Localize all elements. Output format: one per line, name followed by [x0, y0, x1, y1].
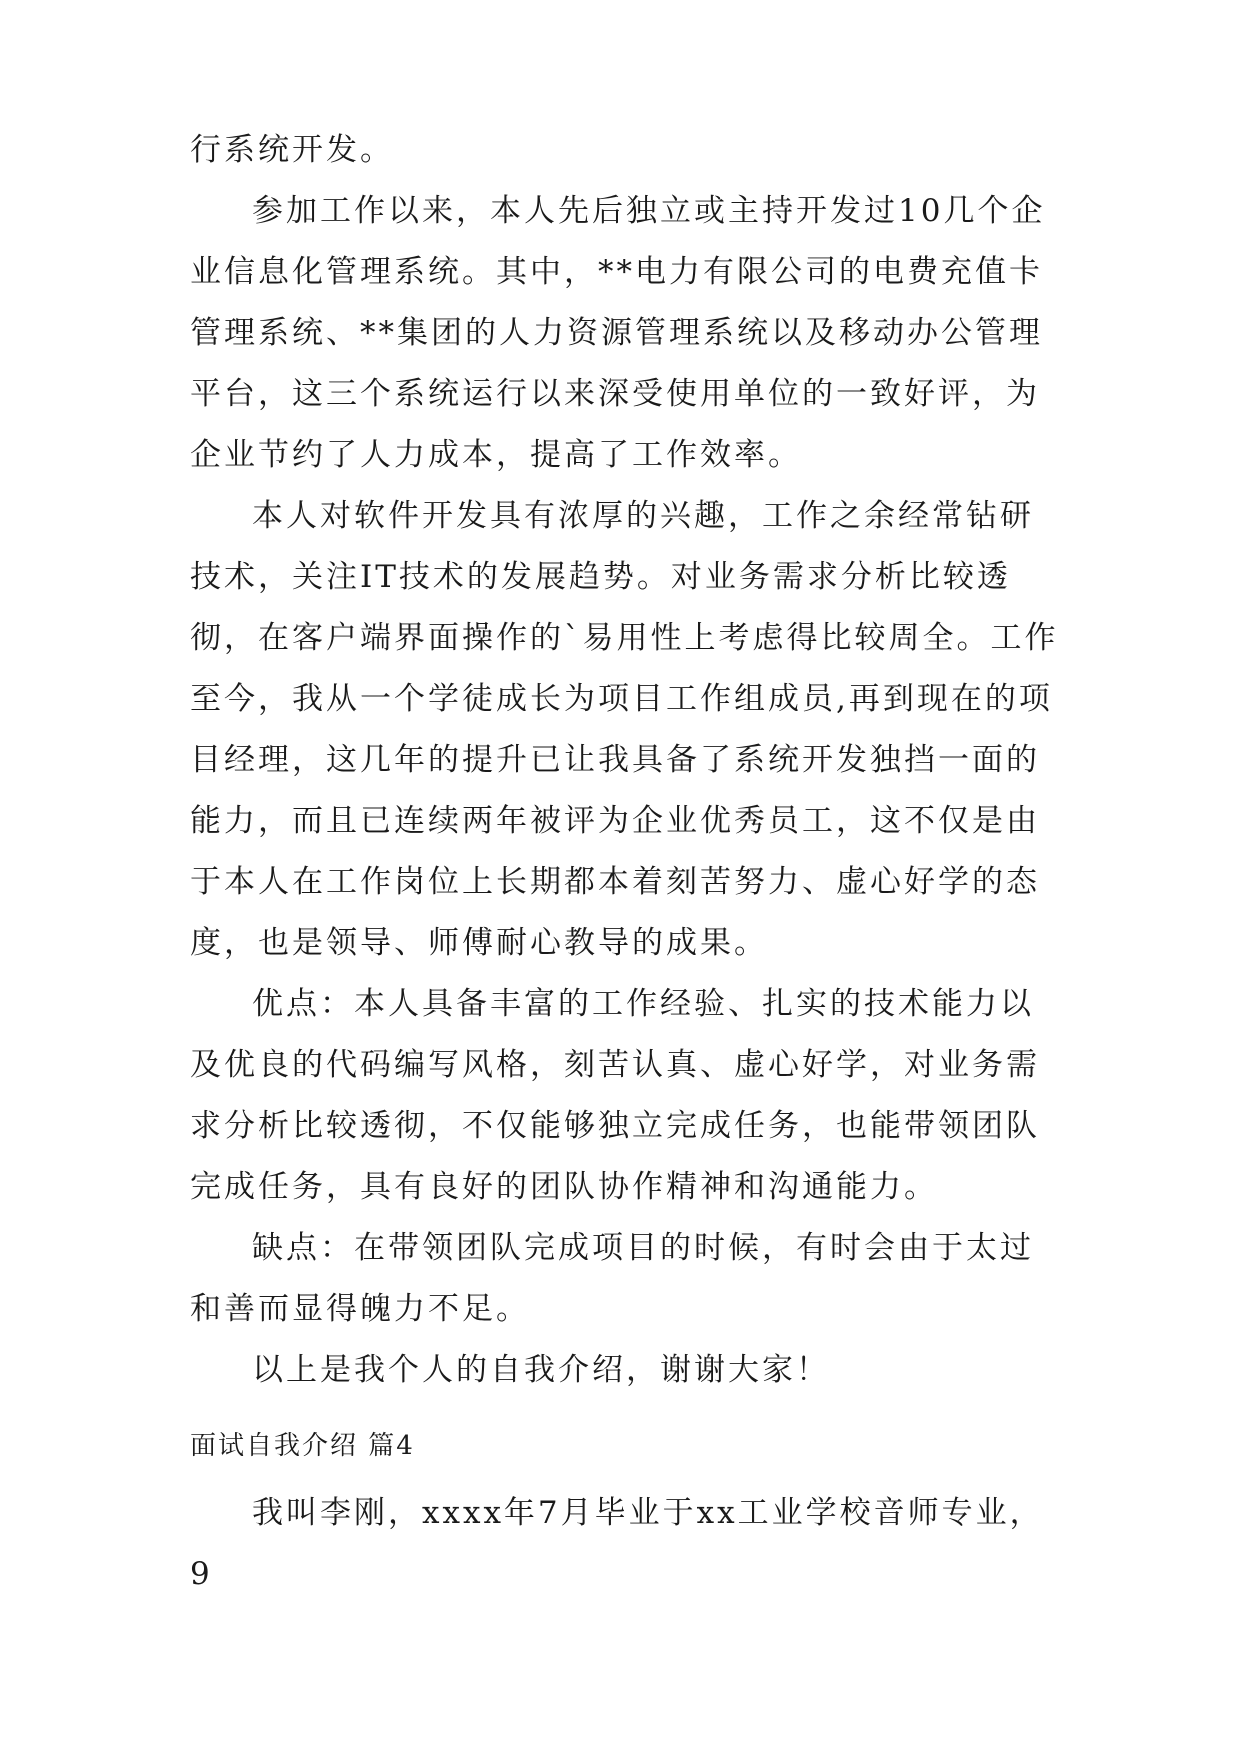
- paragraph-closing: 以上是我个人的自我介绍，谢谢大家！: [252, 1352, 830, 1388]
- paragraph-strengths: 优点：本人具备丰富的工作经验、扎实的技术能力以及优良的代码编写风格，刻苦认真、虚心好学，对业务需求分析比较透彻，不仅能够独立完成任务，也能带领团队完成任务，具有良好的团队协作精神和沟通能力。: [190, 986, 1040, 1205]
- paragraph-work-experience: 参加工作以来，本人先后独立或主持开发过10几个企业信息化管理系统。其中，**电力有限公司的电费充值卡管理系统、**集团的人力资源管理系统以及移动办公管理平台，这三个系统运行以来深受使用单位的一致好评，为企业节约了人力成本，提高了工作效率。: [190, 193, 1046, 473]
- paragraph-intro-section-4: 我叫李刚，xxxx年7月毕业于xx工业学校音师专业，9: [190, 1495, 1044, 1592]
- body-text-section-4: [190, 1483, 1060, 1605]
- paragraph-weaknesses: 缺点：在带领团队完成项目的时候，有时会由于太过和善而显得魄力不足。: [190, 1230, 1034, 1327]
- section-heading: 面试自我介绍 篇4: [190, 1431, 415, 1461]
- paragraph-continued: 行系统开发。: [190, 132, 394, 168]
- body-text: [190, 120, 1060, 1401]
- paragraph-interest: 本人对软件开发具有浓厚的兴趣，工作之余经常钻研技术，关注IT技术的发展趋势。对业务需求分析比较透彻，在客户端界面操作的`易用性上考虑得比较周全。工作至今，我从一个学徒成长为项目工作组成员,再到现在的项目经理，这几年的提升已让我具备了系统开发独挡一面的能力，而且已连续两年被评为企业优秀员工，这不仅是由于本人在工作岗位上长期都本着刻苦努力、虚心好学的态度，也是领导、师傅耐心教导的成果。: [190, 498, 1059, 961]
